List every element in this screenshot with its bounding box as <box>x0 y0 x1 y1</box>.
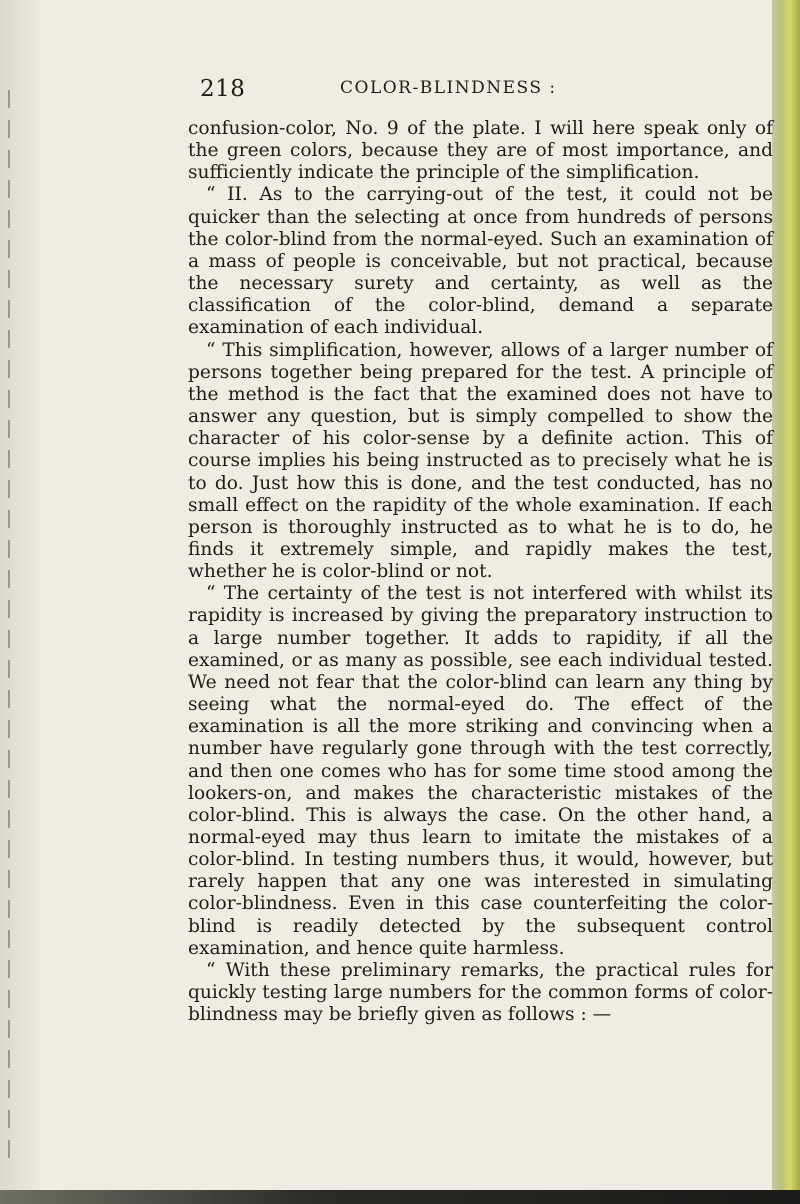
paragraph-3: “ This simplification, however, allows of a larger number of persons together being prepared for the test. A principle of the method is the fact that the examined does not have to answer any question, but is simply compelled to show the character of his color-sense by a definite action. This of course implies his being instructed as to precisely what he is to do. Just how this is done, and the test conducted, has no small effect on the rapidity of the whole examination. If each person is thoroughly instructed as to what he is to do, he finds it extremely simple, and rapidly makes the test, whether he is color-blind or not. <box>188 339 773 583</box>
paragraph-1: confusion-color, No. 9 of the plate. I will here speak only of the green colors, because they are of most importance, and sufficiently indicate the principle of the simplification. <box>188 118 773 184</box>
page-number: 218 <box>200 76 246 102</box>
running-title: COLOR-BLINDNESS : <box>340 78 557 98</box>
paragraph-2: “ II. As to the carrying-out of the test, it could not be quicker than the selecting at once from hundreds of persons the color-blind from the normal-eyed. Such an examination of a mass of people is conceivable, but not practical, because the necessary surety and certainty, as well as the classification of the color-blind, demand a separate examination of each individual. <box>188 184 773 339</box>
running-head <box>200 76 760 108</box>
page-left-margin <box>0 0 40 1204</box>
page-right-edge <box>772 0 800 1204</box>
body-text <box>188 118 773 1026</box>
page-bottom-edge <box>0 1190 800 1204</box>
paragraph-5: “ With these preliminary remarks, the practical rules for quickly testing large numbers for the common forms of color-blindness may be briefly given as follows : — <box>188 959 773 1026</box>
paragraph-4: “ The certainty of the test is not interfered with whilst its rapidity is increased by giving the preparatory instruction to a large number together. It adds to rapidity, if all the examined, or as many as possible, see each individual tested. We need not fear that the color-blind can learn any thing by seeing what the normal-eyed do. The effect of the examination is all the more striking and convincing when a number have regularly gone through with the test correctly, and then one comes who has for some time stood among the lookers-on, and makes the characteristic mistakes of the color-blind. This is always the case. On the other hand, a normal-eyed may thus learn to imitate the mistakes of a color-blind. In testing numbers thus, it would, however, but rarely happen that any one was interested in simulating color-blindness. Even in this case counterfeiting the color-blind is readily detected by the subsequent control examination, and hence quite harmless. <box>188 583 773 959</box>
